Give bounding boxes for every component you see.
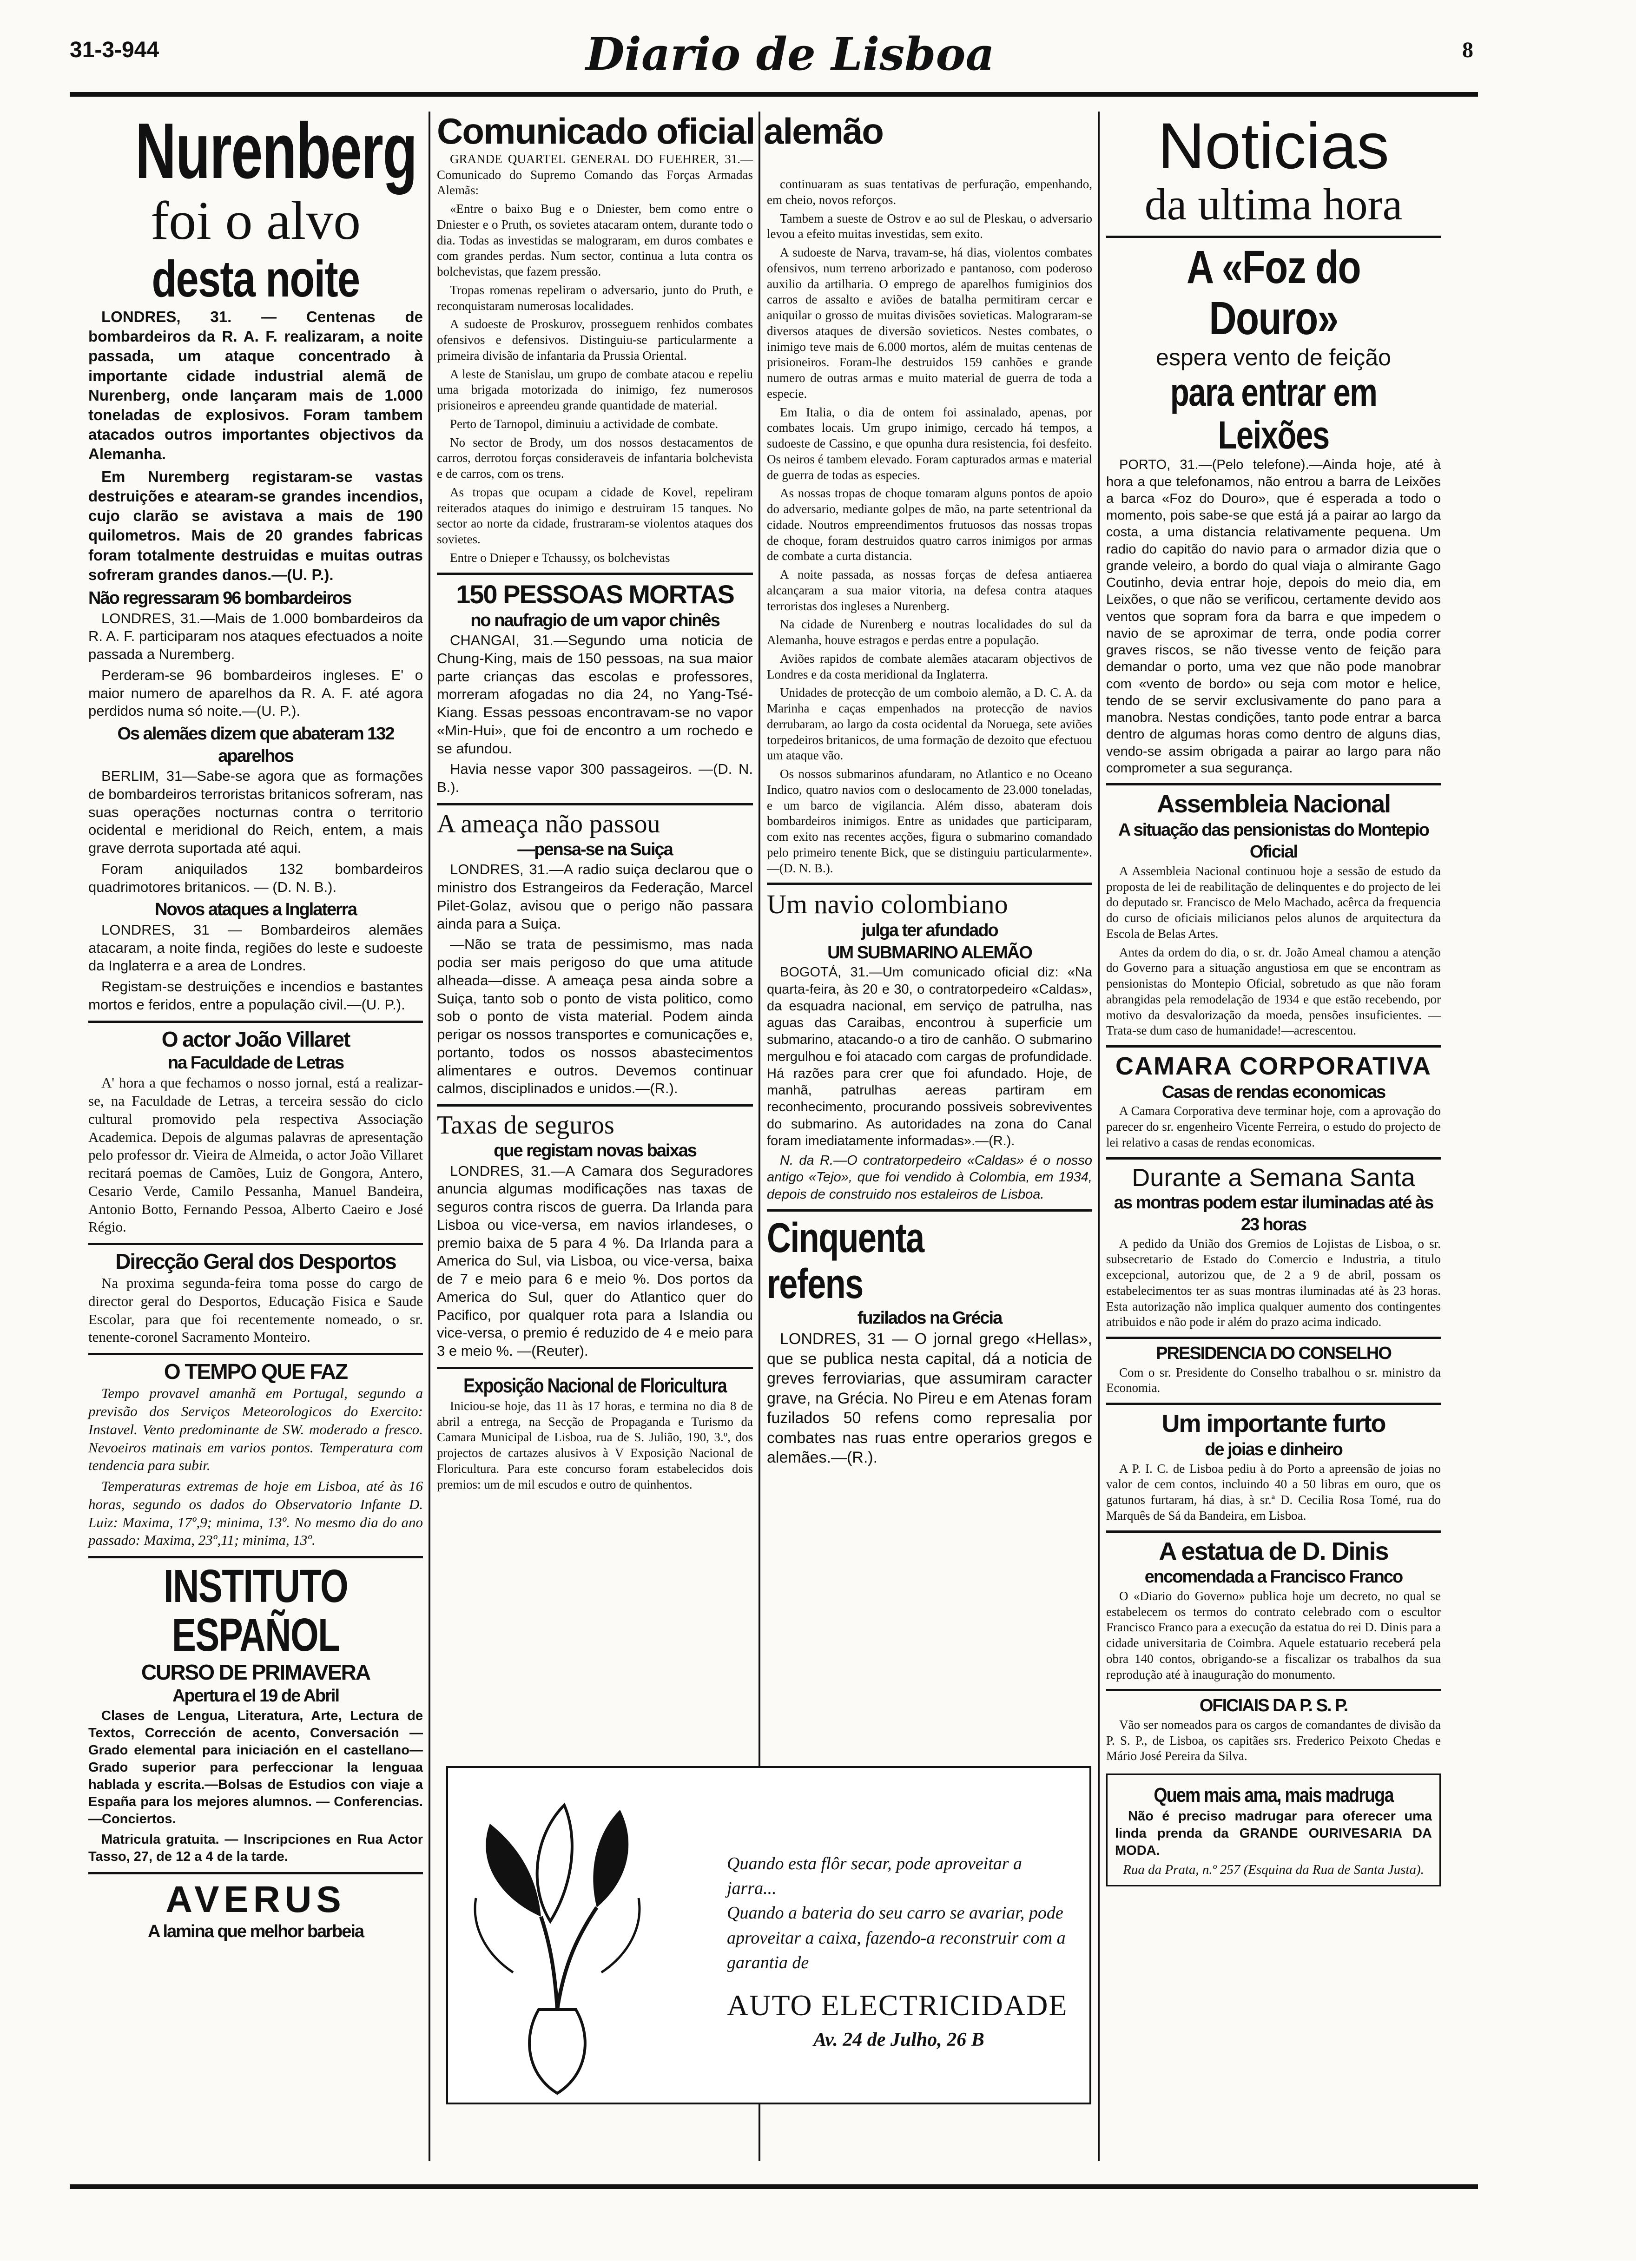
headline-desta-noite: desta noite <box>152 250 360 308</box>
column-4 <box>1106 109 1441 2203</box>
paragraph: Unidades de protecção de um comboio alemão, a D. C. A. da Marinha e caças empenhados na protecção de navios derrubaram, ao largo da costa ocidental da Noruega, sete aviões torpedeiros britanicos, de uma formação de dezoito que efectuou um ataque vão. <box>767 686 1092 763</box>
subheadline: as montras podem estar iluminadas até às 23 horas <box>1114 1193 1433 1235</box>
paragraph: LONDRES, 31 — O jornal grego «Hellas», que se publica nesta capital, dá a noticia de greves ferroviarias, que assumiram caracter grave, na Grécia. No Pireu e em Atenas foram fuzilados 50 refens como represalia por combates nas ruas entre operarios gregos e alemães.—(R.). <box>767 1330 1092 1467</box>
article-body <box>767 1329 1092 1468</box>
paragraph: A Assembleia Nacional continuou hoje a sessão de estudo da proposta de lei de reabilitação de delinquentes e do projecto de lei do deputado sr. Francisco de Melo Machado, acêrca da frequencia do curso de oficiais milicianos pelos alunos de arquitectura da Escola de Belas Artes. <box>1106 864 1441 941</box>
paragraph: BOGOTÁ, 31.—Um comunicado oficial diz: «Na quarta-feira, às 20 e 30, o contratorpedeiro «Caldas», da esquadra nacional, em serviço de patrulha, nas aguas das Caraibas, encontrou à superficie um submarino, atacando-o a tiro de canhão. O submarino mergulhou e foi atacado com cargas de profundidade. Há razões para crer que foi afundado. Hoje, de manhã, patrulhas aereas partiram em reconhecimento, procurando possiveis sobreviventes do submarino. As autoridades na zona do Canal foram imediatamente informadas».—(R.). <box>767 965 1092 1148</box>
paragraph: «Entre o baixo Bug e o Dniester, bem como entre o Dniester e o Pruth, os sovietes atacaram ontem, durante todo o dia. Todas as investidas se malograram, em duros combates e com grandes perdas. Num sector, continua a luta contra os bolchevistas, que fazem pressão. <box>437 202 753 279</box>
headline: Assembleia Nacional <box>1156 790 1391 818</box>
subheadline: julga ter afundado <box>861 921 998 941</box>
article-body <box>1106 1589 1441 1683</box>
headline-comunicado: Comunicado oficial alemão <box>437 111 883 152</box>
ad-body <box>1115 1808 1432 1859</box>
paragraph: LONDRES, 31.—A Camara dos Seguradores anuncia algumas modificações nas taxas de seguros contra riscos de guerra. Da Irlanda para Lisboa ou vice-versa, em navios irlandeses, o premio baixa de 5 para 4 %. Da Irlanda para a America do Sul, via Lisboa, ou vice-versa, baixa de 7 e meio para 6 e meio %. Dos portos da America do Sul, quer do Atlantico quer do Pacifico, por qualquer rota para a Islandia ou vice-versa, o premio é reduzido de 4 e meio para 3 e meio %. —(Reuter). <box>437 1162 753 1359</box>
article-comunicado <box>437 112 1083 152</box>
paragraph: BERLIM, 31—Sabe-se agora que as formações de bombardeiros terroristas britanicos sofreram, nas suas operações nocturnas contra o territorio ocidental e meridional do Reich, entem, a mais grave derrota suportada até aqui. <box>88 768 423 857</box>
subheadline: Os alemães dizem que abateram 132 aparelhos <box>117 724 394 766</box>
noticias-header <box>1106 109 1441 229</box>
subheadline: Casas de rendas economicas <box>1161 1082 1385 1102</box>
subheadline: encomendada a Francisco Franco <box>1144 1567 1403 1587</box>
paragraph: Vão ser nomeados para os cargos de comandantes de divisão da P. S. P., de Lisboa, os capitães srs. Frederico Peixoto Chedas e Mário José Pereira da Silva. <box>1106 1717 1441 1763</box>
headline: A estatua de D. Dinis <box>1159 1537 1388 1565</box>
headline: Exposição Nacional de Floricultura <box>463 1374 726 1397</box>
subheadline: A situação das pensionistas do Montepio Oficial <box>1118 820 1429 862</box>
page-number: 8 <box>1462 38 1473 62</box>
ad-brand: AUTO ELECTRICIDADE <box>727 1988 1068 2022</box>
headline: OFICIAIS DA P. S. P. <box>1199 1696 1348 1716</box>
ad-body <box>88 1708 423 1866</box>
paragraph: Antes da ordem do dia, o sr. dr. João Ameal chamou a atenção do Governo para a situação angustiosa em que se encontram as pensionistas do Montepio Oficial, sobretudo as que não foram abrangidas pela remodelação de 1934 e que estão recebendo, por motivo da desvalorização da moeda, pensões insuficientes. —Trata-se dum caso de humanidade!—acrescentou. <box>1106 945 1441 1038</box>
brand-name: AVERUS <box>165 1878 346 1920</box>
headline: O actor João Villaret <box>161 1027 350 1051</box>
article-body <box>1106 1717 1441 1764</box>
article-body <box>437 1162 753 1360</box>
article-foz-douro <box>1106 236 1441 777</box>
headline-nurenberg: Nurenberg <box>135 107 417 195</box>
article-body <box>767 964 1092 1203</box>
column-1 <box>88 107 423 2203</box>
subheadline: espera vento de feição <box>1156 344 1391 370</box>
paragraph: A pedido da União dos Gremios de Lojistas de Lisboa, o sr. subsecretario de Estado do Comercio e Industria, a titulo excepcional, autorizou que, de 2 a 9 de abril, possam os estabelecimentos ter as suas montras iluminadas até às 23 horas. Esta autorização não implica qualquer aumento dos contingentes atribuidos e não pode ir além do prazo acima indicado. <box>1106 1236 1441 1329</box>
paragraph: Tropas romenas repeliram o adversario, junto do Pruth, e reconquistaram numerosas localidades. <box>437 283 753 313</box>
subheadline: no naufragio de um vapor chinês <box>470 610 719 630</box>
article-body <box>88 1074 423 1236</box>
paragraph: Perto de Tarnopol, diminuiu a actividade de combate. <box>450 416 719 431</box>
paragraph: A P. I. C. de Lisboa pediu à do Porto a apreensão de joias no valor de cem contos, incluindo 40 a 50 libras em ouro, que os gatunos furtaram, há dias, à sr.ª D. Cecilia Rosa Tomé, rua do Marquês de Sá da Bandeira, em Lisboa. <box>1106 1461 1441 1523</box>
subheadline: para entrar em Leixões <box>1170 370 1377 457</box>
article-body <box>88 610 423 721</box>
article-body <box>437 632 753 797</box>
paragraph: Com o sr. Presidente do Conselho trabalhou o sr. ministro da Economia. <box>1106 1365 1441 1395</box>
article-ameaca <box>437 803 753 1098</box>
paragraph: Registam-se destruições e incendios e bastantes mortos e feridos, entre a população civil.—(U. P.). <box>88 978 423 1013</box>
headline: Um importante furto <box>1161 1410 1385 1438</box>
paragraph: Na cidade de Nurenberg e noutras localidades do sul da Alemanha, houve estragos e perdas entre a população. <box>767 617 1092 647</box>
article-mortas <box>437 573 753 797</box>
subheadline: fuzilados na Grécia <box>857 1308 1002 1328</box>
paragraph: Os nossos submarinos afundaram, no Atlantico e no Oceano Indico, quatro navios com o deslocamento de 23.000 toneladas, e um barco de vigilancia. Além disso, abateram dois bombardeiros inimigos. Entre as unidades que participaram, com exito nas recentes acções, figura o submarino comandado pelo primeiro tenente Bick, que se distinguiu particularmente».—(D. N. B.). <box>767 767 1092 875</box>
paragraph: Entre o Dnieper e Tchaussy, os bolchevistas <box>450 550 670 565</box>
paragraph: CHANGAI, 31.—Segundo uma noticia de Chung-King, mais de 150 pessoas, na sua maior parte crianças das escolas e professores, morreram afogadas no dia 24, no Yang-Tsé-Kiang. Essas pessoas encontravam-se no vapor «Min-Hui», que foi de encontro a um rochedo e se afundou. <box>437 632 753 757</box>
paragraph: Perderam-se 96 bombardeiros ingleses. E' o maior numero de aparelhos da R. A. F. até agora perdidos numa só noite.—(U. P.). <box>88 666 423 719</box>
article-villaret <box>88 1021 423 1236</box>
masthead <box>70 28 1473 93</box>
paragraph: continuaram as suas tentativas de perfuração, empenhando, em cheio, novos reforços. <box>767 177 1092 207</box>
paragraph: LONDRES, 31.—A radio suiça declarou que o ministro dos Estrangeiros da Federação, Marcel Pilet-Golaz, avisou que o perigo não passara ainda para a Suiça. <box>437 861 753 932</box>
paragraph: Foram aniquilados 132 bombardeiros quadrimotores britanicos. — (D. N. B.). <box>88 860 423 895</box>
ad-ourivesaria <box>1106 1774 1441 1886</box>
article-body <box>88 767 423 896</box>
paragraph: Clases de Lengua, Literatura, Arte, Lectura de Textos, Corrección de acento, Conversación — Grado elemental para iniciación en el castellano— Grado superior para perfeccionar la lenguaa hablada y escrita.—Bolsas de Estudios con viaje a España para los mejores alumnos. — Conferencias.—Conciertos. <box>88 1708 423 1827</box>
newspaper-title: Diario de Lisboa <box>586 28 995 80</box>
paragraph: A sudoeste de Narva, travam-se, há dias, violentos combates ofensivos, num terreno arborizado e pantanoso, com poderoso auxilio da artilharia. O emprego de aparelhos fumiginios dos carros de assalto e aviões de batalha permitiram cercar e aniquilar o grosso de muitas divisões sovieticas. Malograram-se diversos ataques de diversão sovieticos. Nestes combates, o inimigo teve mais de 6.000 mortos, além de muitas centenas de prisioneiros. Foram-lhe destruidos 159 canhões e grande numero de outras armas e muito material de guerra de toda a especie. <box>767 245 1092 401</box>
article-semana-santa <box>1106 1157 1441 1331</box>
paragraph: A' hora a que fechamos o nosso jornal, está a realizar-se, na Faculdade de Letras, a terceira sessão do ciclo cultural promovido pela respectiva Associação Academica. Depois de algumas palavras de apresentação pelo professor dr. Vieira de Almeida, o actor João Villaret recitará poemas de Camões, Luiz de Gongora, Antero, Cesario Verde, Camilo Pessanha, Manuel Bandeira, Antonio Botto, Fernando Pessoa, Alberto Caeiro e José Régio. <box>88 1075 423 1235</box>
article-body <box>437 1398 753 1493</box>
headline: Taxas de seguros <box>437 1111 614 1140</box>
article-tempo <box>88 1353 423 1549</box>
headline: 150 PESSOAS MORTAS <box>456 579 734 609</box>
ad-line: Quando a bateria do seu carro se avariar, pode aproveitar a caixa, fazendo-a reconstruir com a garantia de <box>727 1903 1066 1972</box>
ad-address: Av. 24 de Julho, 26 B <box>813 2029 984 2050</box>
subheadline: na Faculdade de Letras <box>167 1053 344 1073</box>
paragraph: Em Nuremberg registaram-se vastas destruições e atearam-se grandes incendios, cujo clarão se avistava a mais de 190 quilometros. Mais de 20 grandes fabricas foram totalmente destruidas e muitas outras sofreram grandes danos.—(U. P.). <box>88 468 423 583</box>
article-assembleia <box>1106 783 1441 1039</box>
ad-auto-electricidade <box>446 1766 1091 2104</box>
slogan: A lamina que melhor barbeia <box>147 1921 364 1941</box>
article-psp <box>1106 1689 1441 1764</box>
headline: PRESIDENCIA DO CONSELHO <box>1156 1344 1391 1364</box>
article-body <box>88 307 423 585</box>
headline: O TEMPO QUE FAZ <box>164 1359 348 1384</box>
article-presidencia <box>1106 1337 1441 1396</box>
paragraph: Na proxima segunda-feira toma posse do cargo de director geral do Desportos, Educação Fisica e Saude Escolar, para que foi recentemente nomeado, o sr. tenente-coronel Sacramento Monteiro. <box>88 1275 423 1345</box>
masthead-rule <box>70 92 1478 97</box>
subheadline: Não regressaram 96 bombardeiros <box>88 588 351 608</box>
article-body <box>1106 864 1441 1039</box>
ad-line: Quando esta flôr secar, pode aproveitar a jarra... <box>727 1854 1022 1899</box>
editor-note: N. da R.—O contratorpedeiro «Caldas» é o nosso antigo «Tejo», que foi vendido à Colombia, em 1934, depois de construido nos estaleiros de Lisboa. <box>767 1153 1092 1202</box>
ad-address: Rua da Prata, n.º 257 (Esquina da Rua de Santa Justa). <box>1123 1862 1424 1878</box>
headline: CAMARA CORPORATIVA <box>1115 1052 1432 1081</box>
article-body <box>1106 1365 1441 1397</box>
article-body <box>1106 1461 1441 1524</box>
article-body <box>437 861 753 1098</box>
paragraph: —Não se trata de pessimismo, mas nada podia ser mais perigoso do que uma atitude alheada—disse. A ameaça pesa ainda sobre a Suiça, tanto sob o ponto de vista politico, como sob o ponto de vista material. Podem ainda perigar os nossos transportes e comunicações e, portanto, todos os nossos abastecimentos alimentares e outros. Devemos continuar calmos, disciplinados e unidos.—(R.). <box>437 936 753 1097</box>
paragraph: PORTO, 31.—(Pelo telefone).—Ainda hoje, até à hora a que telefonamos, não entrou a barra de Leixões a barca «Foz do Douro», que é esperada a todo o momento, pois sabe-se que está já a pairar ao largo da costa, a uma distancia relativamente pequena. Um radio do capitão do navio para o armador dizia que o grande veleiro, a bordo do qual viaja o almirante Gago Coutinho, devia entrar hoje, depois do meio dia, em Leixões, o que não se verificou, certamente devido aos ventos que sopram fora da barra e que impedem o navio de se aproximar de terra, onde podia correr graves riscos, se não tivesse vento de feição para demandar o porto, uma vez que não pode manobrar com «vento de bordo» ou seja com motor e helice, tendo de se servir exclusivamente do pano para a manobra. Nestas condições, tanto pode entrar a barca dentro de algumas horas como dentro de alguns dias, vendo-se assim obrigada a pairar ao largo para não comprometer a sua segurança. <box>1106 457 1441 776</box>
headline: INSTITUTO ESPAÑOL <box>163 1560 348 1661</box>
paragraph: A sudoeste de Proskurov, prosseguem renhidos combates ofensivos e defensivos. Distinguiu-se particularmente a primeira divisão de infantaria da Prussia Oriental. <box>437 317 753 363</box>
paragraph: GRANDE QUARTEL GENERAL DO FUEHRER, 31.—Comunicado do Supremo Comando das Forças Armadas Alemãs: <box>437 152 753 198</box>
article-body <box>88 1385 423 1549</box>
article-taxas <box>437 1104 753 1360</box>
paragraph: O «Diario do Governo» publica hoje um decreto, no qual se estabelecem os termos do contrato celebrado com o escultor Francisco Franco para a execução da estatua do rei D. Dinis para a cidade universitaria de Coimbra. Aquele estatuario receberá pela obra 140 contos, obrigando-se a fiscalizar os trabalhos da sua reprodução até à inauguração do monumento. <box>1106 1589 1441 1681</box>
paragraph: Aviões rapidos de combate alemães atacaram objectivos de Londres e da costa meridional da Inglaterra. <box>767 651 1092 681</box>
paragraph: LONDRES, 31. — Centenas de bombardeiros da R. A. F. realizaram, a noite passada, um ataque concentrado à importante cidade industrial alemã de Nurenberg, onde lançaram mais de 1.000 toneladas de explosivos. Foram tambem atacados outros importantes objectivos da Alemanha. <box>88 308 423 463</box>
paragraph: Em Italia, o dia de ontem foi assinalado, apenas, por combates locais. Um grupo inimigo, cercado há tempos, a sudoeste de Cassino, e que opunha dura resistencia, foi desfeito. Os neiros é tambem elevado. Foram capturados armas e material de guerra de todas as especies. <box>767 405 1092 482</box>
issue-date: 31-3-944 <box>70 38 159 62</box>
ad-averus <box>88 1872 423 1943</box>
subheadline: Apertura el 19 de Abril <box>172 1686 339 1706</box>
headline: A «Foz do Douro» <box>1187 241 1360 344</box>
paragraph: As tropas que ocupam a cidade de Kovel, repeliram reiterados ataques do inimigo e destruiram 15 tanques. No sector ao norte da cidade, frustraram-se violentos ataques dos sovietes. <box>437 485 753 547</box>
article-body <box>88 1274 423 1346</box>
subheadline: CURSO DE PRIMAVERA <box>141 1660 370 1685</box>
headline: Um navio colombiano <box>767 889 1008 920</box>
ad-instituto-espanol <box>88 1556 423 1866</box>
section-title: Noticias <box>1158 109 1389 182</box>
article-dinis <box>1106 1530 1441 1683</box>
headline: Direcção Geral dos Desportos <box>115 1249 396 1274</box>
article-body <box>437 152 753 566</box>
article-desportos <box>88 1243 423 1346</box>
article-refens <box>767 1209 1092 1468</box>
paragraph: A Camara Corporativa deve terminar hoje, com a aprovação do parecer do sr. engenheiro Vicente Ferreira, o estudo do projecto de lei relativo a casas de rendas economicas. <box>1106 1104 1441 1149</box>
subheadline: de joias e dinheiro <box>1205 1440 1342 1460</box>
ad-copy <box>727 1852 1071 2053</box>
paragraph: Temperaturas extremas de hoje em Lisboa, até às 16 horas, segundo os dados do Observatorio Infante D. Luiz: Maxima, 17º,9; minima, 13º. No mesmo dia do ano passado: Maxima, 23º,11; minima, 13º. <box>88 1478 423 1549</box>
article-body <box>88 921 423 1014</box>
headline-foi-o-alvo: foi o alvo <box>150 190 361 251</box>
article-body <box>1106 1103 1441 1150</box>
headline: Quem mais ama, mais madruga <box>1154 1784 1393 1807</box>
article-floricultura <box>437 1367 753 1493</box>
paragraph: Tambem a sueste de Ostrov e ao sul de Pleskau, o adversario levou a efeito muitas investidas, sem exito. <box>767 211 1092 241</box>
paragraph: Tempo provavel amanhã em Portugal, segundo a previsão dos Serviços Meteorologicos do Exercito: Instavel. Vento predominante de SW. moderado a fresco. Nevoeiros matinais em varios pontos. Temperatura com tendencia para subir. <box>88 1385 423 1474</box>
headline: Cinquenta refens <box>767 1214 924 1307</box>
section-subtitle: da ultima hora <box>1144 179 1403 229</box>
paragraph: Matricula gratuita. — Inscripciones en Rua Actor Tasso, 27, de 12 a 4 de la tarde. <box>88 1832 423 1864</box>
column-divider <box>1098 112 1100 2161</box>
article-furto <box>1106 1403 1441 1523</box>
headline: Durante a Semana Santa <box>1132 1163 1415 1192</box>
article-body <box>1106 1236 1441 1331</box>
paragraph: No sector de Brody, um dos nossos destacamentos de carros, derrotou forças consideraveis de infantaria bolchevista e de carros, com os trens. <box>437 435 753 481</box>
article-camara <box>1106 1045 1441 1151</box>
article-body <box>1106 456 1441 777</box>
paragraph: A noite passada, as nossas forças de defesa antiaerea alcançaram a sua maior vitoria, na defesa contra ataques terroristas dos ingleses a Nurenberg. <box>767 567 1092 613</box>
subheadline: Novos ataques a Inglaterra <box>155 900 356 920</box>
paragraph: Iniciou-se hoje, das 11 às 17 horas, e termina no dia 8 de abril a entrega, na Secção de Propaganda e Turismo da Camara Municipal de Lisboa, rua de S. Julião, 190, 3.º, dos projectos de cartazes alusivos à V Exposição Nacional de Floricultura. Para este concurso foram estabelecidos dois premios: um de mil escudos e outro de quinhentos. <box>437 1398 753 1491</box>
flower-vase-illustration <box>457 1777 657 2093</box>
paragraph: Havia nesse vapor 300 passageiros. —(D. N. B.). <box>437 761 753 796</box>
column-divider <box>429 112 430 2161</box>
paragraph: A leste de Stanislau, um grupo de combate atacou e repeliu uma brigada motorizada do inimigo, fez numerosos prisioneiros e apreendeu grande quantidade de material. <box>437 367 753 413</box>
article-body <box>767 177 1092 876</box>
paragraph: As nossas tropas de choque tomaram alguns pontos de apoio do adversario, mediante golpes de mão, na parte setentrional da cidade. Noutros empreendimentos frutuosos das nossas tropas de choque, foram destruidos quatro carros inimigos por armas de combate a curta distancia. <box>767 486 1092 563</box>
paragraph: LONDRES, 31 — Bombardeiros alemães atacaram, a noite finda, regiões do leste e sudoeste da Inglaterra e a area de Londres. <box>88 921 423 974</box>
subheadline: que registam novas baixas <box>494 1141 696 1161</box>
article-nurenberg <box>88 107 423 1014</box>
paragraph: Não é preciso madrugar para oferecer uma linda prenda da GRANDE OURIVESARIA DA MODA. <box>1115 1809 1432 1859</box>
paragraph: LONDRES, 31.—Mais de 1.000 bombardeiros da R. A. F. participaram nos ataques efectuados a noite passada a Nuremberg. <box>88 610 423 663</box>
subheadline: —pensa-se na Suiça <box>517 839 673 859</box>
headline: A ameaça não passou <box>437 809 660 838</box>
subheadline: UM SUBMARINO ALEMÃO <box>827 943 1032 963</box>
article-colombiano <box>767 883 1092 1203</box>
